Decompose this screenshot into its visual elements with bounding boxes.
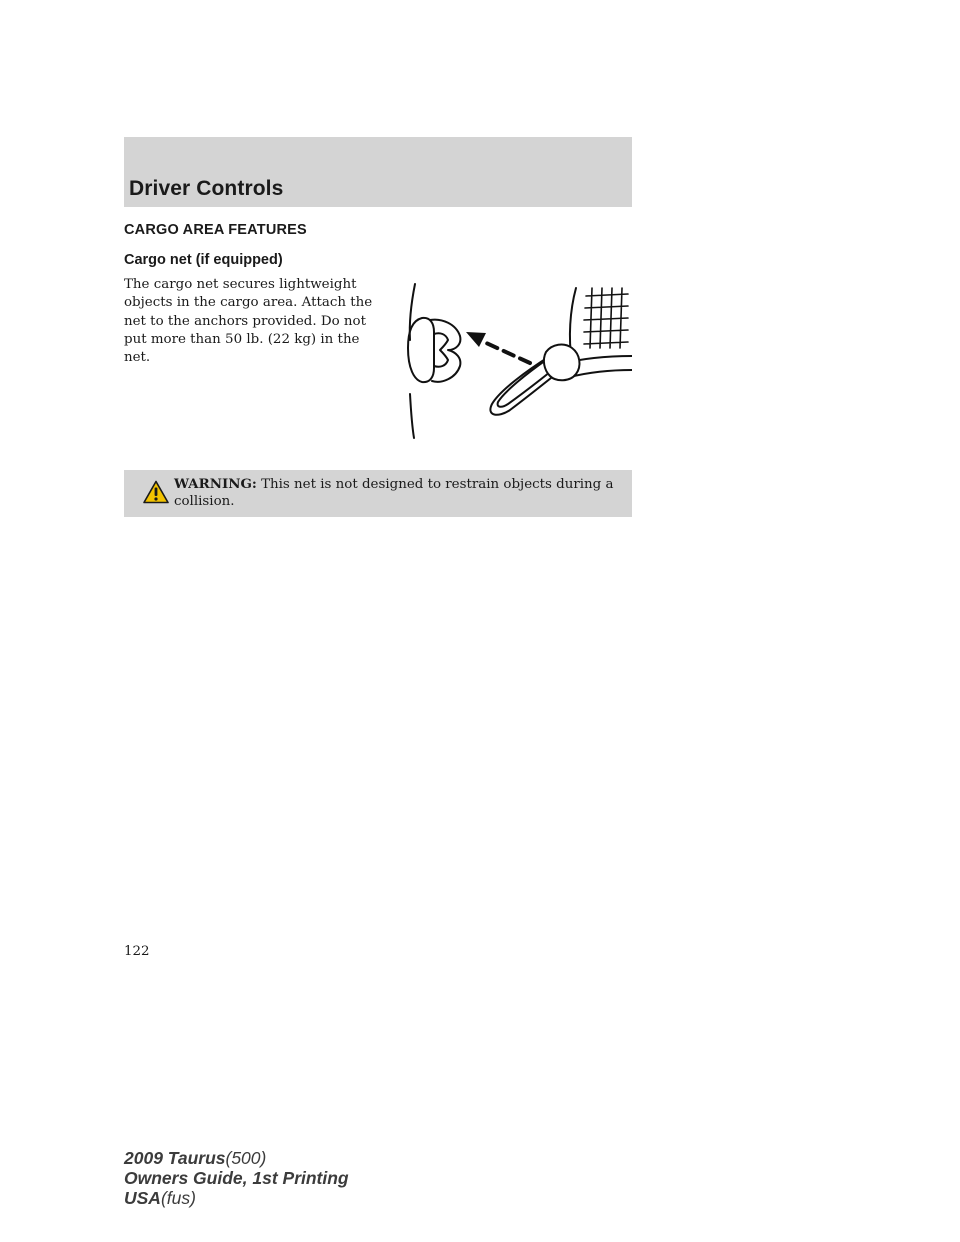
trim-panel-edge-lower xyxy=(410,394,414,438)
anchor-hook-inner xyxy=(434,333,448,367)
strap-buckle xyxy=(544,345,580,381)
warning-label: WARNING: xyxy=(174,476,257,492)
footer-model: 2009 Taurus xyxy=(124,1148,226,1168)
net-frame-bottom-2 xyxy=(570,370,632,377)
footer-line-3 xyxy=(124,1188,349,1208)
subsection-title: Cargo net (if equipped) xyxy=(124,252,283,268)
footer-line-1 xyxy=(124,1148,349,1168)
footer-line-2 xyxy=(124,1168,349,1188)
body-paragraph xyxy=(124,276,382,367)
warning-box xyxy=(124,470,632,517)
body-line: The cargo net secures lightweight xyxy=(124,277,357,292)
cargo-net-anchor-illustration xyxy=(400,282,632,440)
direction-arrow-head xyxy=(466,332,486,347)
net-grid xyxy=(584,288,628,348)
warning-message: This net is not designed to restrain objects during a xyxy=(261,477,614,492)
body-line: net to the anchors provided. Do not xyxy=(124,313,366,329)
body-line: objects in the cargo area. Attach the xyxy=(124,295,373,311)
body-line: put more than 50 lb. (22 kg) in the xyxy=(124,331,360,347)
section-title: CARGO AREA FEATURES xyxy=(124,222,307,238)
footer-model-code: (500) xyxy=(225,1148,267,1168)
footer-edition: Owners Guide, 1st Printing xyxy=(124,1168,349,1188)
page-number: 122 xyxy=(124,944,150,959)
warning-triangle-icon xyxy=(143,480,169,504)
footer-market: USA xyxy=(124,1188,161,1208)
body-line: net. xyxy=(124,350,151,366)
warning-text xyxy=(174,476,624,510)
warning-line-1 xyxy=(174,476,624,493)
anchor-hook-outer xyxy=(408,318,434,382)
footer-market-code: (fus) xyxy=(160,1188,196,1208)
direction-arrow-shaft xyxy=(484,342,530,363)
chapter-title: Driver Controls xyxy=(129,177,284,200)
section-header-band xyxy=(124,137,632,207)
warning-line-2: collision. xyxy=(174,494,235,509)
document-footer xyxy=(124,1148,349,1208)
